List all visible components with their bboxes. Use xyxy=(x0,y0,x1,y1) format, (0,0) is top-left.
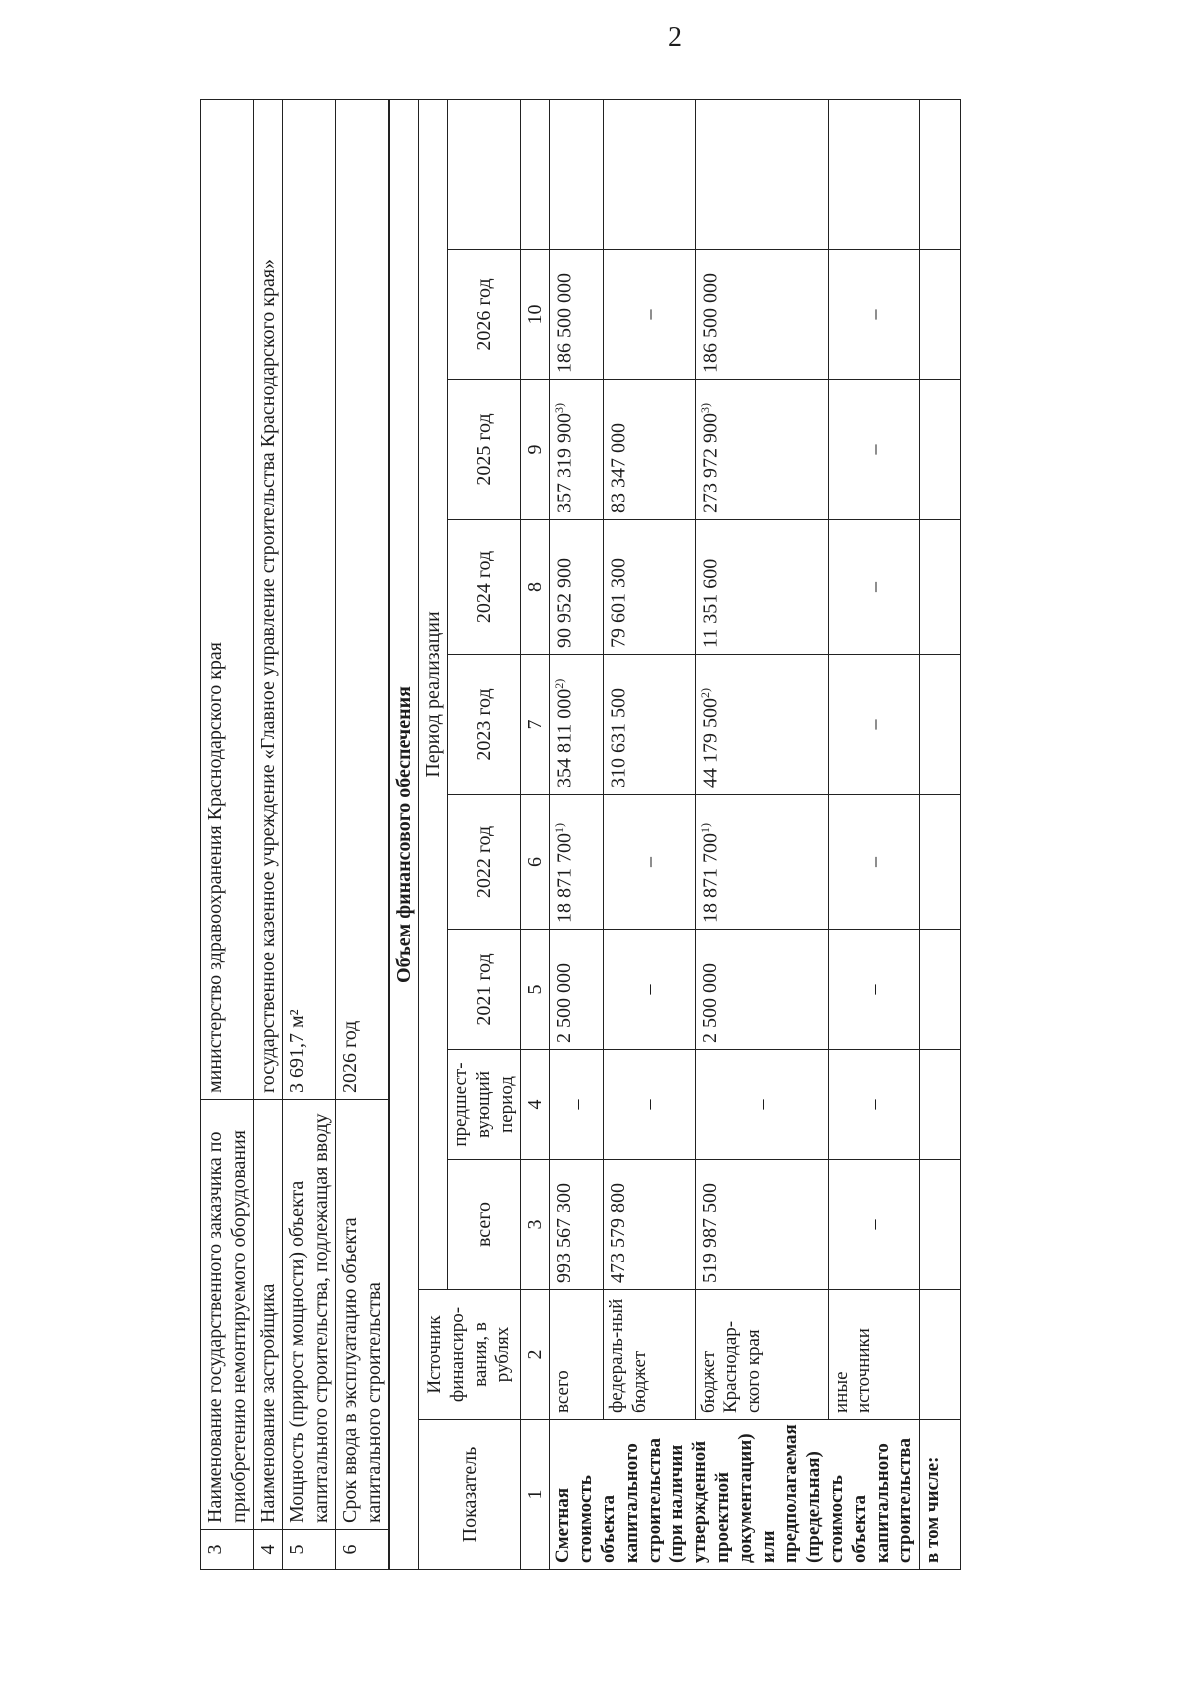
empty-cell xyxy=(695,99,828,249)
value-cell: 354 811 000$^{2)}$ xyxy=(550,655,604,795)
value-cell: – xyxy=(604,250,696,380)
row-number: 4 xyxy=(254,1530,283,1570)
prev-period-header: предшест-вующий период xyxy=(448,1050,521,1160)
value-cell: – xyxy=(604,795,696,930)
value-cell: 186 500 000 xyxy=(695,250,828,380)
value-cell: 357 319 900$^{3)}$ xyxy=(550,380,604,520)
value-cell: – xyxy=(828,380,920,520)
column-number: 3 xyxy=(521,1160,550,1290)
year-header: 2021 год xyxy=(448,930,521,1050)
value-cell: – xyxy=(828,655,920,795)
empty-cell xyxy=(604,99,696,249)
empty-cell xyxy=(920,930,961,1050)
empty-cell xyxy=(920,655,961,795)
empty-cell xyxy=(550,99,604,249)
column-number: 8 xyxy=(521,520,550,655)
empty-cell xyxy=(920,99,961,249)
row-label: Мощность (прирост мощности) объекта капитального строительства, подлежащая вводу xyxy=(283,1100,336,1530)
value-cell: 18 871 700$^{1)}$ xyxy=(695,795,828,930)
source-label: иные источники xyxy=(828,1290,920,1420)
value-cell: 273 972 900$^{3)}$ xyxy=(695,380,828,520)
column-number: 10 xyxy=(521,250,550,380)
column-number: 7 xyxy=(521,655,550,795)
value-cell: – xyxy=(604,1050,696,1160)
source-label: федераль-ный бюджет xyxy=(604,1290,696,1420)
year-header: 2025 год xyxy=(448,380,521,520)
value-cell: – xyxy=(828,795,920,930)
year-header: 2023 год xyxy=(448,655,521,795)
finance-row xyxy=(604,99,696,1569)
value-cell: 2 500 000 xyxy=(550,930,604,1050)
value-cell: – xyxy=(604,930,696,1050)
indicator-header: Показатель xyxy=(419,1420,521,1570)
row-value: 3 691,7 м² xyxy=(283,100,336,1100)
empty-cell xyxy=(920,1050,961,1160)
value-cell: – xyxy=(550,1050,604,1160)
column-number: 9 xyxy=(521,380,550,520)
row-value: государственное казенное учреждение «Главное управление строительства Краснодарского края» xyxy=(254,100,283,1100)
value-cell: 473 579 800 xyxy=(604,1160,696,1290)
info-row xyxy=(254,100,283,1570)
finance-row xyxy=(695,99,828,1569)
year-header: 2022 год xyxy=(448,795,521,930)
empty-cell xyxy=(920,250,961,380)
column-number-row xyxy=(521,99,550,1569)
empty-cell xyxy=(448,99,521,249)
page-number: 2 xyxy=(668,22,682,53)
column-number: 1 xyxy=(521,1420,550,1570)
row-label: Наименование застройщика xyxy=(254,1100,283,1530)
value-cell: – xyxy=(695,1050,828,1160)
empty-cell xyxy=(828,99,920,249)
info-row xyxy=(283,100,336,1570)
including-label: в том числе: xyxy=(920,1420,961,1570)
year-header: 2026 год xyxy=(448,250,521,380)
empty-cell xyxy=(920,520,961,655)
finance-table xyxy=(389,99,961,1570)
info-row xyxy=(336,100,389,1570)
total-header: всего xyxy=(448,1160,521,1290)
indicator-label: Сметная стоимость объекта капитального строительства (при наличии утвержденной проектной документации) или предполагаемая (предельная) стоимость объекта капитального строительства xyxy=(550,1420,920,1570)
value-cell: 90 952 900 xyxy=(550,520,604,655)
row-label: Срок ввода в эксплуатацию объекта капитального строительства xyxy=(336,1100,389,1530)
column-number: 4 xyxy=(521,1050,550,1160)
empty-cell xyxy=(920,380,961,520)
column-number: 2 xyxy=(521,1290,550,1420)
row-number: 5 xyxy=(283,1530,336,1570)
value-cell: – xyxy=(828,520,920,655)
row-value: 2026 год xyxy=(336,100,389,1100)
info-table xyxy=(200,99,389,1570)
info-row xyxy=(201,100,254,1570)
empty-cell xyxy=(920,1290,961,1420)
including-row xyxy=(920,99,961,1569)
value-cell: 83 347 000 xyxy=(604,380,696,520)
empty-cell xyxy=(920,1160,961,1290)
value-cell: 186 500 000 xyxy=(550,250,604,380)
finance-row xyxy=(828,99,920,1569)
value-cell: – xyxy=(828,250,920,380)
value-cell: 18 871 700$^{1)}$ xyxy=(550,795,604,930)
empty-cell xyxy=(920,795,961,930)
column-number: 5 xyxy=(521,930,550,1050)
value-cell: – xyxy=(828,1160,920,1290)
source-label: всего xyxy=(550,1290,604,1420)
year-header: 2024 год xyxy=(448,520,521,655)
source-label: бюджет Краснодар-ского края xyxy=(695,1290,828,1420)
finance-title: Объем финансового обеспечения xyxy=(390,99,419,1569)
row-label: Наименование государственного заказчика по приобретению немонтируемого оборудования xyxy=(201,1100,254,1530)
row-number: 6 xyxy=(336,1530,389,1570)
value-cell: – xyxy=(828,930,920,1050)
value-cell: 44 179 500$^{2)}$ xyxy=(695,655,828,795)
finance-row xyxy=(550,99,604,1569)
value-cell: 310 631 500 xyxy=(604,655,696,795)
empty-cell xyxy=(521,99,550,249)
value-cell: 79 601 300 xyxy=(604,520,696,655)
rotated-document-table xyxy=(200,100,1190,1570)
value-cell: – xyxy=(828,1050,920,1160)
source-header: Источник финансиро-вания, в рублях xyxy=(419,1290,521,1420)
value-cell: 2 500 000 xyxy=(695,930,828,1050)
value-cell: 11 351 600 xyxy=(695,520,828,655)
value-cell: 519 987 500 xyxy=(695,1160,828,1290)
period-header: Период реализации xyxy=(419,99,448,1289)
value-cell: 993 567 300 xyxy=(550,1160,604,1290)
row-number: 3 xyxy=(201,1530,254,1570)
row-value: министерство здравоохранения Краснодарского края xyxy=(201,100,254,1100)
column-number: 6 xyxy=(521,795,550,930)
